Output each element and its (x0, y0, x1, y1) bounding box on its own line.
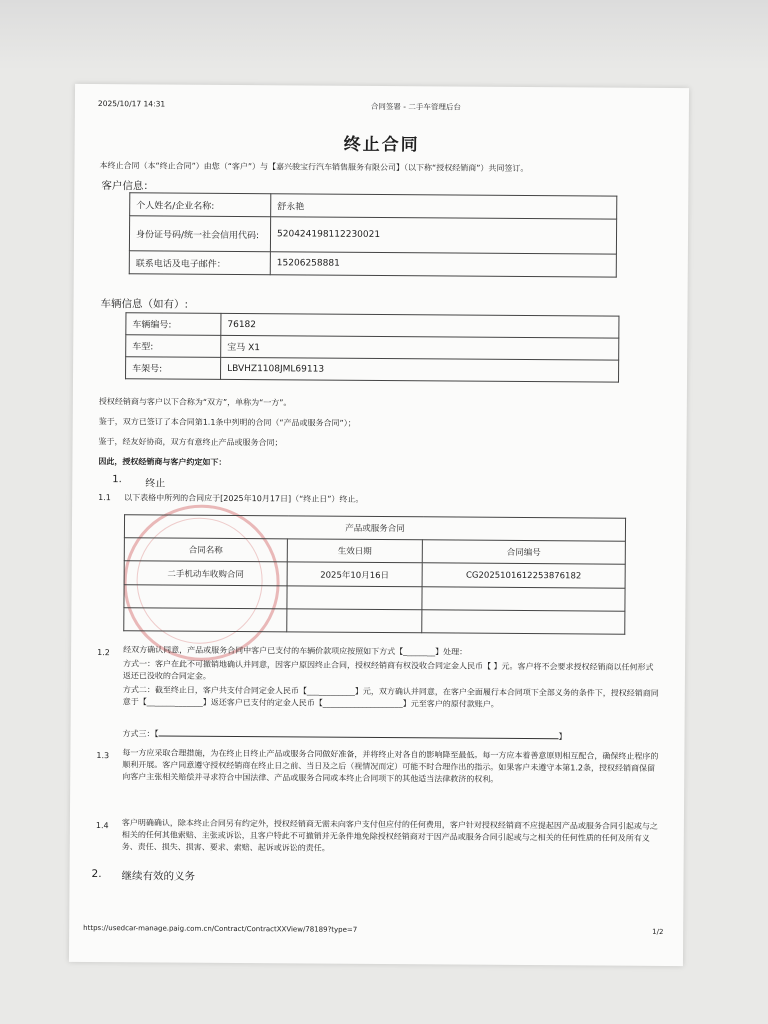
clause-1-2-line: 经双方确认同意，产品或服务合同中客户已支付的车辆价款项应按照如下方式【________】处理： (123, 645, 468, 657)
customer-table (129, 192, 618, 277)
product-table-header: 生效日期 (287, 539, 422, 563)
section-1-title: 终止 (145, 478, 166, 490)
background-top (0, 0, 768, 70)
vehicle-value: 76182 (221, 313, 619, 338)
therefore-line: 因此，授权经销商与客户约定如下： (98, 457, 227, 467)
clause-1-4-number: 1.4 (95, 821, 109, 831)
print-datetime: 2025/10/17 14:31 (97, 99, 166, 109)
whereas-1: 鉴于，双方已签订了本合同第1.1条中列明的合同（“产品或服务合同”）； (98, 417, 356, 428)
section-2-title: 继续有效的义务 (121, 870, 196, 883)
way-3-text: 方式三：【 (122, 729, 159, 739)
footer-url: https://usedcar-manage.paig.com.cn/Contract/ContractXXView/78189?type=7 (83, 923, 358, 934)
vehicle-value: LBVHZ1108JML69113 (221, 357, 619, 382)
whereas-2: 鉴于，经友好协商，双方有意终止产品或服务合同； (98, 437, 283, 448)
clause-1-2-way-3: 方式三：【 】 (122, 729, 567, 742)
product-table-header: 合同名称 (124, 538, 287, 562)
clause-1-1-text: 以下表格中所列的合同应于[2025年10月17日]（“终止日”）终止。 (124, 493, 364, 504)
product-contract-table (123, 514, 626, 635)
clause-1-2-number: 1.2 (97, 648, 110, 658)
vehicle-table (125, 312, 619, 382)
product-table-cell: CG20251016122538761​82 (422, 563, 625, 588)
customer-value: 15206258881 (270, 252, 616, 277)
footer-page-number: 1/2 (652, 927, 664, 936)
product-table-cell: 2025年10月16日 (287, 562, 422, 587)
section-1-number: 1. (112, 474, 122, 486)
clause-1-3-text: 每一方应采取合理措施，为在终止日终止产品或服务合同做好准备，并将终止对各自的影响降至最低。每一方应本着善意原则相互配合，确保终止程序的顺利开展。客户同意遵守授权经销商在终止日之前、当日及之后（视情况而定）可能不时合理作出的指示。如果客户未遵守本第1.2条，授权经销商保留向客户主张相关赔偿并寻求符合中国法律、产品或服务合同或本终止合同项下的其他适当法律救济的权利。 (122, 748, 659, 784)
clause-1-4-text: 客户明确确认，除本终止合同另有约定外，授权经销商无需未向客户支付但应付的任何费用，客户针对授权经销商不应提起因产品或服务合同引起或与之相关的任何其他索赔、主张或诉讼，且客户特此不可撤销并无条件地免除授权经销商对于因产品或服务合同引起或与之相关的任何性质的任何及所有义务、责任、损失、损害、要求、索赔、起诉或诉讼的责任。 (121, 818, 658, 853)
vehicle-label: 车型: (126, 335, 221, 358)
vehicle-label: 车辆编号: (126, 313, 221, 336)
customer-label: 身份证号码/统一社会信用代码: (129, 216, 270, 252)
product-table-cell: 二手机动车收购合同 (124, 561, 287, 586)
vehicle-label: 车架号: (126, 357, 221, 380)
customer-label: 个人姓名/企业名称: (130, 193, 271, 217)
customer-value: 舒永艳 (271, 194, 617, 219)
vehicle-heading: 车辆信息（如有）: (100, 298, 189, 311)
customer-value: 520424198112230021 (270, 217, 616, 254)
contract-page (69, 84, 689, 966)
document-title: 终止合同 (343, 134, 420, 156)
clause-1-3-number: 1.3 (96, 751, 110, 761)
intro-paragraph: 本终止合同（本“终止合同”）由您（“客户”）与【嘉兴骏宝行汽车销售服务有限公司】（以下称“授权经销商”）共同签订。 (99, 161, 529, 174)
clause-1-1-number: 1.1 (98, 493, 111, 503)
product-table-header: 合同编号 (422, 540, 625, 564)
clause-1-2-way-1: 方式一：客户在此不可撤销地确认并同意，因客户原因终止合同，授权经销商有权没收合同定金人民币【 】元。客户将不会要求授权经销商以任何形式返还已没收的合同定金。 (122, 659, 654, 681)
product-table-caption: 产品或服务合同 (124, 515, 625, 541)
customer-label: 联系电话及电子邮件： (129, 251, 270, 275)
vehicle-value: 宝马 X1 (221, 335, 619, 360)
print-page-title: 合同签署 - 二手车管理后台 (370, 101, 461, 112)
clause-1-2-way-2: 方式二：截至终止日，客户共支付合同定金人民币【____________】元，双方确认并同意，在客户全面履行本合同项下全部义务的条件下，授权经销商同意于【______________】返还客户已支付的定金人民币【____________________】元至客户的原付款账户。 (122, 685, 659, 709)
section-2-number: 2. (91, 868, 102, 881)
parties-line: 授权经销商与客户以下合称为“双方”，单称为“一方”。 (98, 397, 292, 408)
customer-heading: 客户信息： (101, 180, 154, 193)
